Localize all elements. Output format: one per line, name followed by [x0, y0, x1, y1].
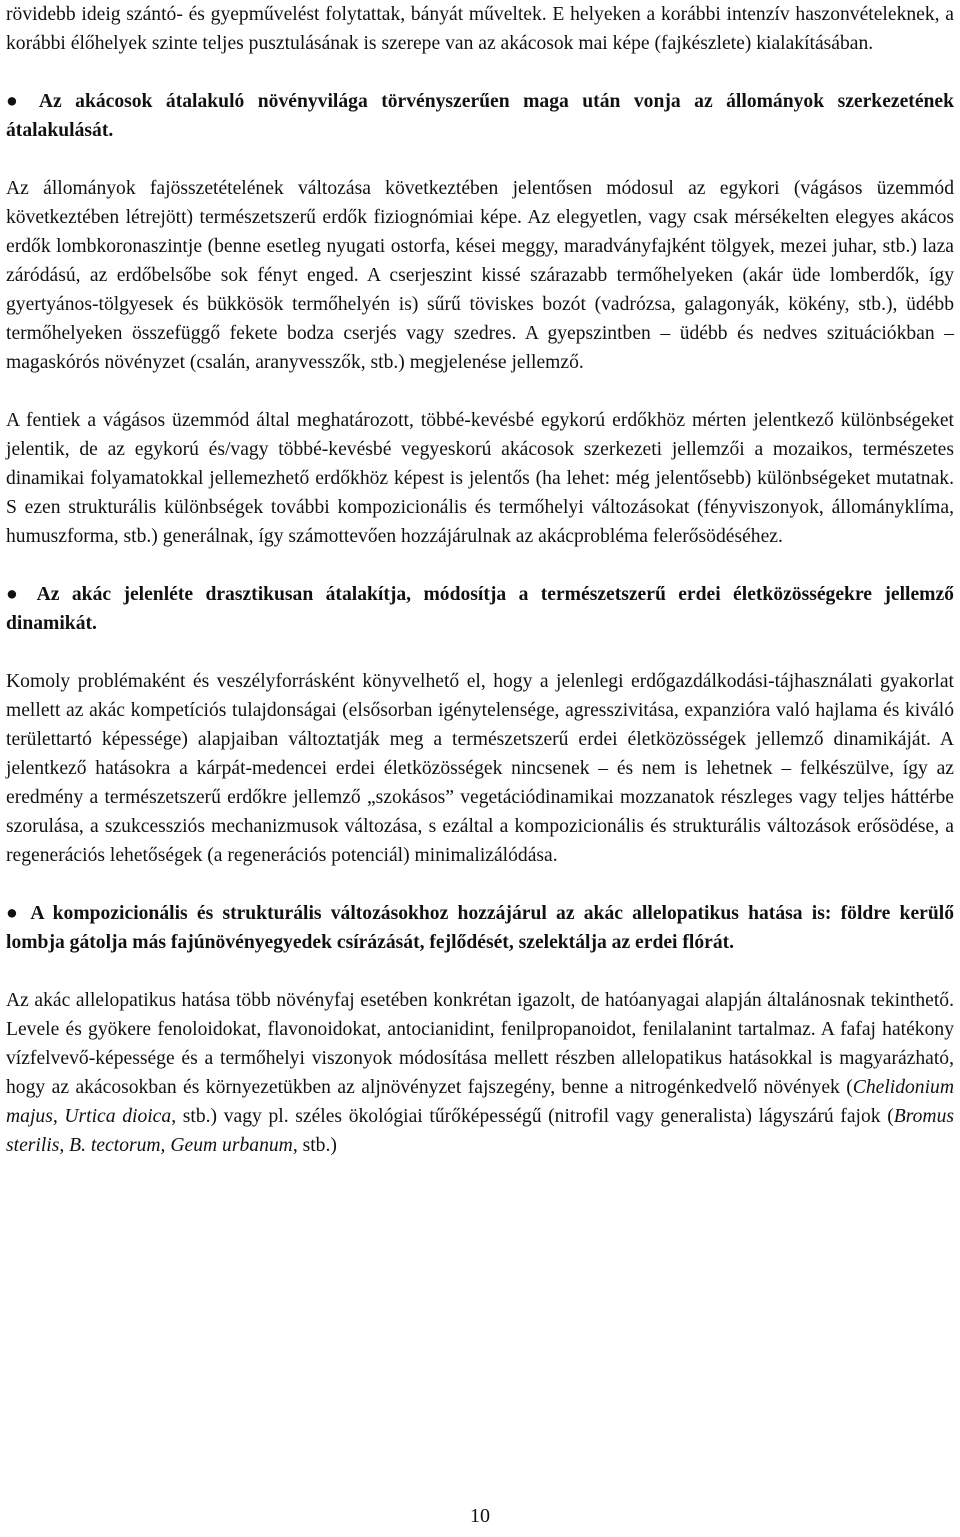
- species-names: Chelidonium majus, Urtica dioica: [6, 1077, 954, 1127]
- page-number: 10: [470, 1505, 490, 1527]
- paragraph-allelopathic-effect: [6, 986, 954, 1160]
- heading-text: Az akác jelenléte drasztikusan átalakítja, módosítja a természetszerű erdei életközösségekre jellemző dinamikát.: [6, 584, 954, 634]
- document-page: [6, 0, 954, 1160]
- heading-text: Az akácosok átalakuló növényvilága törvényszerűen maga után vonja az állományok szerkezetének átalakulását.: [6, 91, 955, 141]
- heading-structure-change: [6, 87, 954, 145]
- paragraph-structural-differences: A fentiek a vágásos üzemmód által meghatározott, többé-kevésbé egykorú erdőkhöz mérten jelentkező különbségeket jelentik, de az egykorú és/vagy többé-kevésbé vegyeskorú akácosok szerkezeti jellemzői a mozaikos, természetes dinamikai folyamatokkal jellemezhető erdőkhöz képest is jelentős (ha lehet: még jelentősebb) különbségeket mutatnak. S ezen strukturális különbségek további kompozicionális és termőhelyi változásokat (fényviszonyok, állományklíma, humuszforma, stb.) generálnak, így számottevően hozzájárulnak az akácprobléma felerősödéséhez.: [6, 410, 954, 547]
- text-run: Az akác allelopatikus hatása több növényfaj esetében konkrétan igazolt, de hatóanyagai alapján általánosnak tekinthető. Levele és gyökere fenoloidokat, flavonoidokat, antocianidint, fenilpropanoidot, fenilalanint tartalmaz. A fafaj hatékony vízfelvevő-képessége és a termőhelyi viszonyok módosítása mellett részben allelopatikus hatásokkal is magyarázható, hogy az akácosokban és környezetükben az aljnövényzet fajszegény, benne a nitrogénkedvelő növények (: [6, 990, 954, 1098]
- heading-dynamics: [6, 580, 954, 638]
- bullet-icon: ●: [6, 903, 23, 924]
- paragraph-species-composition: Az állományok fajösszetételének változása következtében jelentősen módosul az egykori (vágásos üzemmód következtében létrejött) természetszerű erdők fiziognómiai képe. Az elegyetlen, vagy csak mérsékelten elegyes akácos erdők lombkoronaszintje (benne esetleg nyugati ostorfa, kései meggy, maradványfajként tölgyek, mezei juhar, stb.) laza záródású, az erdőbelsőbe sok fényt enged. A cserjeszint kissé szárazabb termőhelyeken (akár üde lomberdők, így gyertyános-tölgyesek és bükkösök termőhelyén is) sűrű töviskes bozót (vadrózsa, galagonyák, kökény, stb.), üdébb termőhelyeken összefüggő fekete bodza cserjés vagy szedres. A gyepszintben – üdébb és nedves szituációkban – magaskórós növényzet (csalán, aranyvesszők, stb.) megjelenése jellemző.: [6, 178, 954, 373]
- bullet-icon: ●: [6, 91, 27, 112]
- paragraph-intro: rövidebb ideig szántó- és gyepművelést folytattak, bányát műveltek. E helyeken a korábbi intenzív haszonvételeknek, a korábbi élőhelyek szinte teljes pusztulásának is szerepe van az akácosok mai képe (fajkészlete) kialakításában.: [6, 4, 954, 54]
- species-names: Bromus sterilis, B. tectorum, Geum urbanum: [6, 1106, 955, 1156]
- bullet-icon: ●: [6, 584, 26, 605]
- paragraph-competition: Komoly problémaként és veszélyforrásként könyvelhető el, hogy a jelenlegi erdőgazdálkodási-tájhasználati gyakorlat mellett az akác kompetíciós tulajdonságai (elsősorban igénytelensége, agresszivitása, expanzióra való hajlama és kiváló területtartó képessége) alapjaiban változtatják meg a természetszerű erdei életközösségek jellemző dinamikáját. A jelentkező hatásokra a kárpát-medencei erdei életközösségek nincsenek – és nem is lehetnek – felkészülve, így az eredmény a természetszerű erdőkre jellemző „szokásos” vegetációdinamikai mozzanatok részleges vagy teljes háttérbe szorulása, a szukcessziós mechanizmusok változása, s ezáltal a kompozicionális és strukturális változások erősödése, a regenerációs lehetőségek (a regenerációs potenciál) minimalizálódása.: [6, 671, 954, 866]
- heading-text: A kompozicionális és strukturális változásokhoz hozzájárul az akác allelopatikus hatása is: földre kerülő lombja gátolja más fajúnövényegyedek csírázását, fejlődését, szelektálja az erdei flórát.: [6, 903, 954, 953]
- heading-allelopathy: [6, 899, 954, 957]
- text-run: , stb.) vagy pl. széles ökológiai tűrőképességű (nitrofil vagy generalista) lágyszárú fajok (: [171, 1106, 894, 1127]
- text-run: , stb.): [292, 1135, 337, 1156]
